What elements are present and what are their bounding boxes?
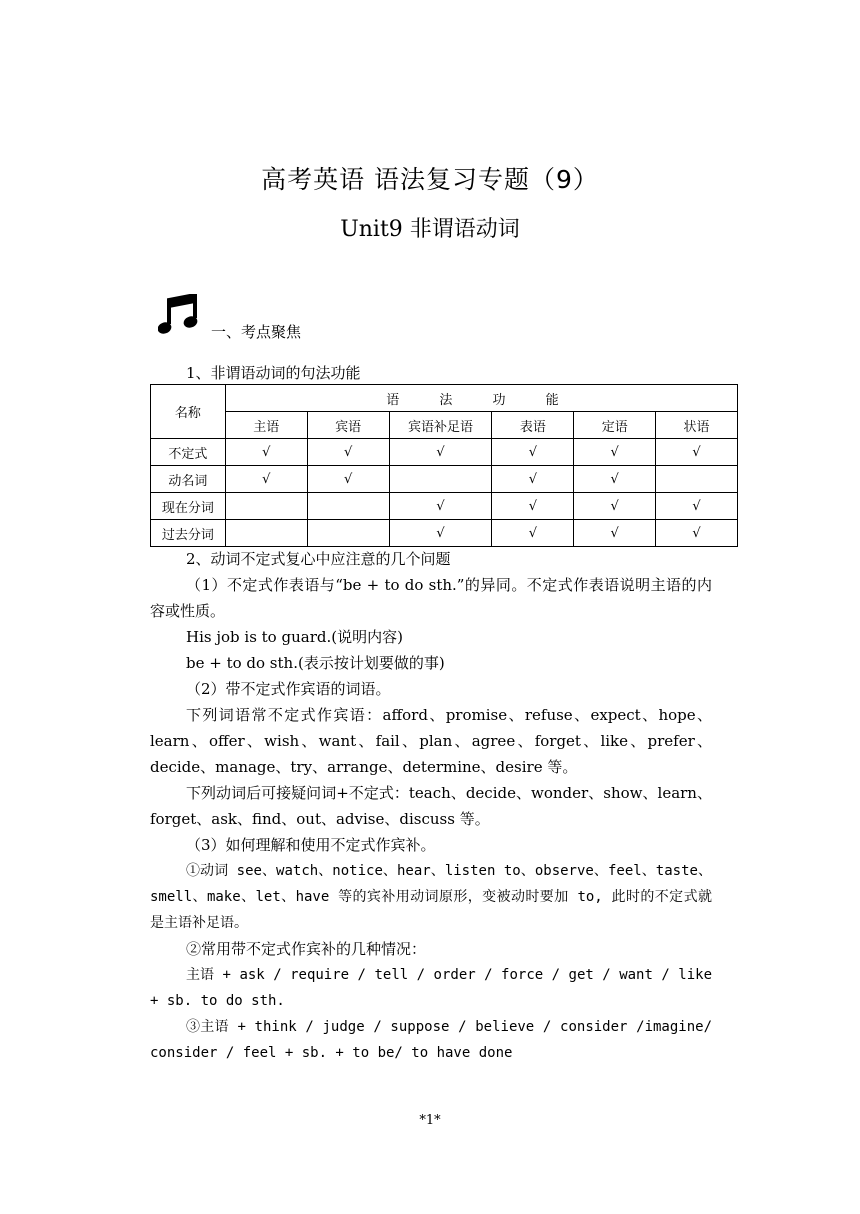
table-cell: √ bbox=[656, 520, 738, 547]
table-cell: √ bbox=[389, 520, 492, 547]
table-cell bbox=[656, 466, 738, 493]
col-header: 宾语 bbox=[307, 412, 389, 439]
paragraph: ②常用带不定式作宾补的几种情况： bbox=[186, 940, 427, 958]
paragraph: （2）带不定式作宾语的词语。 bbox=[186, 680, 391, 698]
paragraph: 下列动词后可接疑问词+不定式：teach、decide、wonder、show、learn、forget、ask、find、out、advise、discuss 等。 bbox=[150, 784, 712, 828]
table-row bbox=[151, 466, 738, 493]
paragraph: （1）不定式作表语与“be + to do sth.”的异同。不定式作表语说明主语的内容或性质。 bbox=[150, 576, 712, 620]
table-cell: √ bbox=[389, 493, 492, 520]
page-number: *1* bbox=[419, 1113, 441, 1128]
row-name: 过去分词 bbox=[151, 520, 226, 547]
subheading-syntax-functions: 1、非谓语动词的句法功能 bbox=[186, 364, 361, 382]
col-header: 表语 bbox=[492, 412, 574, 439]
table-cell: √ bbox=[656, 493, 738, 520]
table-cell: √ bbox=[492, 493, 574, 520]
music-note-icon bbox=[158, 294, 200, 338]
example-sentence: His job is to guard.(说明内容) bbox=[186, 628, 403, 646]
table-cell: √ bbox=[492, 439, 574, 466]
table-cell: √ bbox=[307, 439, 389, 466]
table-row bbox=[151, 520, 738, 547]
table-name-header: 名称 bbox=[151, 385, 226, 439]
paragraph: ①动词 see、watch、notice、hear、listen to、observe、feel、taste、smell、make、let、have 等的宾补用动词原形，变被动时要加 to, 此时的不定式就是主语补足语。 bbox=[150, 863, 712, 931]
table-cell: √ bbox=[574, 439, 656, 466]
page-title: 高考英语 语法复习专题（9） bbox=[261, 165, 599, 194]
row-name: 不定式 bbox=[151, 439, 226, 466]
table-row bbox=[151, 493, 738, 520]
table-cell: √ bbox=[389, 439, 492, 466]
col-header: 定语 bbox=[574, 412, 656, 439]
row-name: 现在分词 bbox=[151, 493, 226, 520]
syntax-function-table bbox=[150, 384, 738, 547]
table-cell: √ bbox=[225, 466, 307, 493]
body-text bbox=[150, 546, 712, 1066]
table-cell: √ bbox=[656, 439, 738, 466]
table-cell: √ bbox=[225, 439, 307, 466]
paragraph: （3）如何理解和使用不定式作宾补。 bbox=[186, 836, 436, 854]
table-cell: √ bbox=[574, 520, 656, 547]
row-name: 动名词 bbox=[151, 466, 226, 493]
table-group-header: 语 法 功 能 bbox=[225, 385, 737, 412]
table-cell bbox=[389, 466, 492, 493]
paragraph: 2、动词不定式复心中应注意的几个问题 bbox=[186, 550, 451, 568]
table-cell: √ bbox=[492, 466, 574, 493]
table-cell: √ bbox=[307, 466, 389, 493]
table-cell: √ bbox=[574, 493, 656, 520]
col-header: 宾语补足语 bbox=[389, 412, 492, 439]
paragraph: ③主语 + think / judge / suppose / believe / consider /imagine/ consider / feel + sb. + to be/ to have done bbox=[150, 1019, 712, 1061]
table-cell bbox=[307, 493, 389, 520]
page-subtitle: Unit9 非谓语动词 bbox=[340, 217, 520, 242]
col-header: 主语 bbox=[225, 412, 307, 439]
table-cell: √ bbox=[492, 520, 574, 547]
table-row bbox=[151, 439, 738, 466]
col-header: 状语 bbox=[656, 412, 738, 439]
table-cell bbox=[225, 493, 307, 520]
table-cell: √ bbox=[574, 466, 656, 493]
table-column-headers bbox=[151, 412, 738, 439]
example-sentence: be + to do sth.(表示按计划要做的事) bbox=[186, 654, 445, 672]
paragraph: 下列词语常不定式作宾语：afford、promise、refuse、expect、hope、learn、offer、wish、want、fail、plan、agree、forget、like、prefer、decide、manage、try、arrange、determine、desire 等。 bbox=[150, 706, 712, 776]
section-heading: 一、考点聚焦 bbox=[211, 323, 302, 341]
table-cell bbox=[307, 520, 389, 547]
table-cell bbox=[225, 520, 307, 547]
paragraph: 主语 + ask / require / tell / order / force / get / want / like + sb. to do sth. bbox=[150, 967, 712, 1009]
